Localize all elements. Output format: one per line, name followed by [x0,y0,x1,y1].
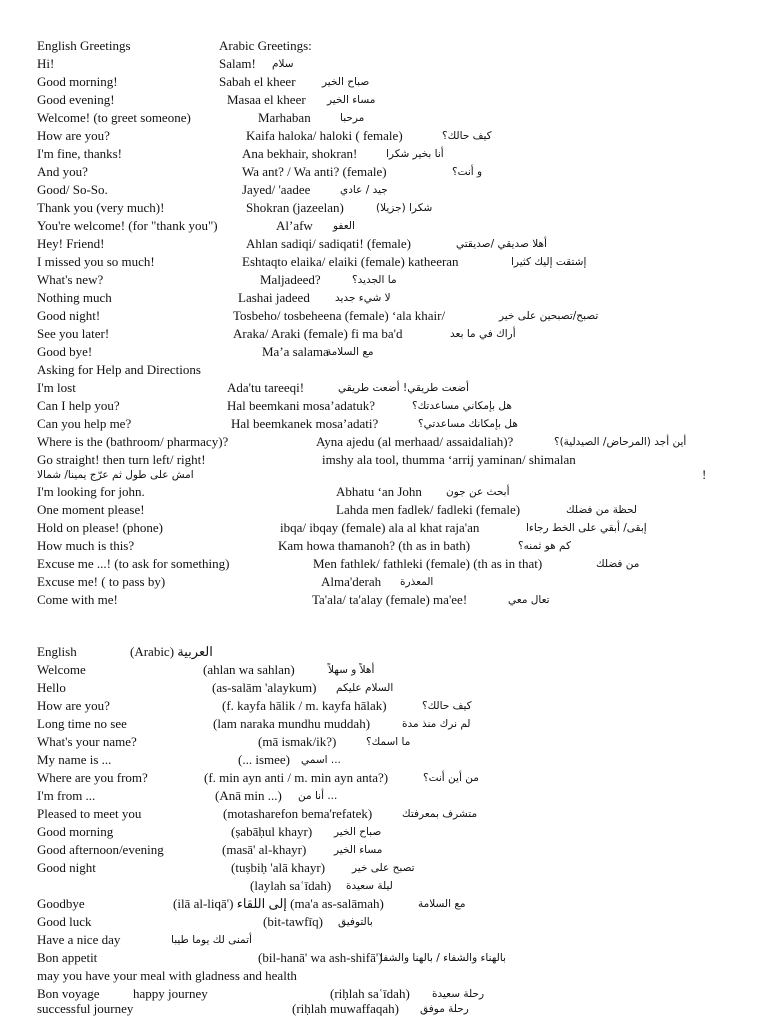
arabic-text: هل بإمكانك مساعدتي؟ [418,418,518,430]
english-text: Long time no see [37,716,127,731]
translit-text: (ahlan wa sahlan) [203,662,295,677]
arabic-text: من أين أنت؟ [423,772,479,784]
arabic-text: المعذرة [400,576,434,588]
english-text: One moment please! [37,502,145,517]
english-text: Where is the (bathroom/ pharmacy)? [37,434,229,449]
arabic-text: لحظة من فضلك [566,504,637,516]
translit-text: (Anā min ...) [215,788,282,803]
phrase-row [0,199,768,217]
english-text: Hold on please! (phone) [37,520,163,535]
translit-text: (f. min ayn anti / m. min ayn anta?) [204,770,389,785]
arabic-text: إشتقت إليك كثيرا [511,256,587,268]
arabic-text: أضعت طريقي! أضعت طريقي [338,382,469,394]
phrase-row [0,967,768,985]
arabic-text: متشرف بمعرفتك [402,808,478,820]
phrase-row [0,253,768,271]
translit-text: Abhatu ‘an John [336,484,422,499]
phrase-row [0,787,768,805]
translit-text: (laylah saʿīdah) [250,878,332,893]
english-text: Excuse me ...! (to ask for something) [37,556,230,571]
phrase-row [0,949,768,967]
phrase-row [0,769,768,787]
phrase-row [0,181,768,199]
english-text: Come with me! [37,592,118,607]
translit-text: Araka/ Araki (female) fi ma ba'd [233,326,403,341]
phrase-row [0,519,768,537]
english-text: Good morning [37,824,114,839]
phrase-row [0,573,768,591]
translit-text: Salam! [219,56,256,71]
phrase-row [0,913,768,931]
arabic-text: رحلة سعيدة [432,988,485,1000]
translit-text: Maljadeed? [260,272,321,287]
arabic-text: إبقى/ أبقي على الخط رجاءا [526,522,647,534]
english-text: Hey! Friend! [37,236,105,251]
english-text: Bon voyage [37,986,100,1001]
arabic-text: أين أجد (المرحاض/ الصيدلية)؟ [554,436,687,448]
phrase-row [0,163,768,181]
translit-text: (ṣabāḥul khayr) [231,824,313,839]
translit-text: (motasharefon bema'refatek) [223,806,373,821]
english-text: Excuse me! ( to pass by) [37,574,166,589]
phrase-row [0,555,768,573]
arabic-text: كيف حالك؟ [422,700,472,712]
english-text: How are you? [37,128,110,143]
translit-text: Ta'ala/ ta'alay (female) ma'ee! [312,592,468,607]
translit-text: Jayed/ 'aadee [242,182,311,197]
arabic-text: أهلا صديقي /صديقتي [456,238,547,250]
translit-text: Shokran (jazeelan) [246,200,344,215]
phrase-row [0,127,768,145]
arabic-text: من فضلك [596,558,640,570]
translit-text-2: (riḥlah saʿīdah) [330,986,410,1001]
translit-text: Hal beemkani mosa’adatuk? [227,398,375,413]
english-text: Bon appetit [37,950,98,965]
english-text: Welcome! (to greet someone) [37,110,191,125]
translit-text: happy journey [133,986,208,1001]
phrase-row [0,715,768,733]
arabic-text: كم هو ثمنه؟ [518,540,571,552]
header-arabic: Arabic Greetings: [219,38,312,53]
arabic-text: تصبح/تصبحين على خير [499,310,599,322]
phrase-row [0,91,768,109]
phrase-row [0,805,768,823]
english-text: Pleased to meet you [37,806,142,821]
arabic-text: أراك في ما بعد [450,328,516,340]
english-text: How much is this? [37,538,135,553]
phrase-row [0,145,768,163]
phrase-row [0,109,768,127]
header-arabic: (Arabic) العربية [130,644,213,659]
translit-text: (as-salām 'alaykum) [212,680,317,695]
translit-text: Tosbeho/ tosbeheena (female) ‘ala khair/ [233,308,446,323]
phrase-row [0,895,768,913]
section2-header [0,643,768,661]
translit-text: (bil-hanā' wa ash-shifā') [258,950,383,965]
english-text: Good night! [37,308,101,323]
arabic-text: تعال معي [508,594,550,606]
arabic-text: لم نرك منذ مدة [402,718,471,730]
translit-text: (lam naraka mundhu muddah) [213,716,371,731]
arabic-text: العفو [333,220,355,232]
translit-text: Lahda men fadlek/ fadleki (female) [336,502,521,517]
translit-text: Masaa el kheer [227,92,306,107]
phrase-row [0,501,768,519]
phrase-row [0,55,768,73]
english-text: I'm from ... [37,788,96,803]
header-english: English Greetings [37,38,131,53]
phrase-row [0,823,768,841]
arabic-text: السلام عليكم [336,682,394,694]
translit-text: ibqa/ ibqay (female) ala al khat raja'an [280,520,480,535]
arabic-text: جيد / عادي [340,184,388,196]
translit-text: Wa ant? / Wa anti? (female) [242,164,387,179]
arabic-text: أتمنى لك يوما طيبا [171,934,252,946]
arabic-text: رحلة موفق [420,1003,469,1015]
translit-text: imshy ala tool, thumma ‘arrij yaminan/ shimalan [322,452,576,467]
phrase-row [0,751,768,769]
english-text: I'm lost [37,380,76,395]
translit-text: (ilā al-liqā') إلى اللقاء (ma'a as-salāmah) [173,896,384,911]
phrase-row [0,733,768,751]
english-text: Welcome [37,662,86,677]
arabic-text: ليلة سعيدة [346,880,393,892]
english-text: Good afternoon/evening [37,842,164,857]
arabic-text: مع السلامة [326,346,374,358]
english-text: Where are you from? [37,770,148,785]
arabic-text: مرحبا [340,112,365,124]
english-text: Hello [37,680,66,695]
english-text: See you later! [37,326,110,341]
phrase-row [0,931,768,949]
arabic-text: امش على طول ثم عرّج يمينا/ شمالا [37,469,194,481]
phrase-row [0,877,768,895]
english-text: Go straight! then turn left/ right! [37,452,206,467]
phrase-row [0,415,768,433]
translit-text: Marhaban [258,110,311,125]
arabic-text: لا شيء جديد [335,292,391,304]
english-text: successful journey [37,1001,134,1016]
english-text: I'm fine, thanks! [37,146,123,161]
english-text: I missed you so much! [37,254,155,269]
phrase-row [0,697,768,715]
phrase-row [0,841,768,859]
arabic-text: مساء الخير [327,94,376,106]
translit-text: Al’afw [276,218,313,233]
phrase-row [0,73,768,91]
translit-text: Lashai jadeed [238,290,310,305]
phrase-row [0,271,768,289]
phrase-row [0,1000,768,1018]
phrase-row [0,343,768,361]
phrase-row [0,537,768,555]
english-text: What's new? [37,272,104,287]
translit-text: Hal beemkanek mosa’adati? [231,416,379,431]
translit-text: Ahlan sadiqi/ sadiqati! (female) [246,236,411,251]
english-text: Can I help you? [37,398,120,413]
english-text: And you? [37,164,88,179]
arabic-text: سلام [272,58,294,70]
arabic-text: بالهناء والشفاء / بالهنا والشفا [380,952,506,964]
phrase-row [0,433,768,451]
arabic-text: أنا بخير شكرا [386,148,444,160]
english-text: Goodbye [37,896,85,911]
english-text: How are you? [37,698,110,713]
english-text: My name is ... [37,752,112,767]
arabic-text: ما اسمك؟ [366,736,411,748]
translit-text: Kam howa thamanoh? (th as in bath) [278,538,471,553]
english-text: Good luck [37,914,92,929]
translit-text: (bit-tawfīq) [263,914,323,929]
english-text: Hi! [37,56,55,71]
english-text: You're welcome! (for "thank you") [37,218,218,233]
phrase-row [0,235,768,253]
translit-text: Ada'tu tareeqi! [227,380,305,395]
phrase-row [0,483,768,501]
translit-text: (tuṣbiḥ 'alā khayr) [231,860,326,875]
phrase-row [0,217,768,235]
line-mark: ! [702,467,707,482]
english-text: I'm looking for john. [37,484,145,499]
phrase-row [0,679,768,697]
arabic-text: أنا من ... [298,790,338,802]
phrase-row [0,289,768,307]
arabic-text: مع السلامة [418,898,466,910]
english-text: Good morning! [37,74,118,89]
translit-text: Kaifa haloka/ haloki ( female) [246,128,403,143]
phrase-row [0,397,768,415]
header-english: English [37,644,77,659]
english-text: Good bye! [37,344,93,359]
arabic-text: صباح الخير [322,76,370,88]
arabic-text: هل بإمكاني مساعدتك؟ [412,400,512,412]
arabic-text: كيف حالك؟ [442,130,492,142]
english-text: Thank you (very much)! [37,200,165,215]
phrase-row [0,591,768,609]
english-text: Nothing much [37,290,112,305]
phrase-row [0,325,768,343]
translit-text: (mā ismak/ik?) [258,734,337,749]
arabic-text: اسمي ... [301,754,341,766]
translit-text: (masā' al-khayr) [222,842,307,857]
translit-text: (... ismee) [238,752,290,767]
arabic-text: ما الجديد؟ [352,274,397,286]
english-text: Have a nice day [37,932,121,947]
translit-text: Eshtaqto elaika/ elaiki (female) katheeran [242,254,459,269]
section1-header [0,37,768,55]
english-text: Good evening! [37,92,115,107]
translit-text: Ayna ajedu (al merhaad/ assaidaliah)? [316,434,514,449]
arabic-text: صباح الخير [334,826,382,838]
translit-text: Ma’a salama [262,344,329,359]
english-text: Good/ So-So. [37,182,108,197]
section-subheading: Asking for Help and Directions [37,362,201,377]
arabic-text: مساء الخير [334,844,383,856]
english-text: Can you help me? [37,416,132,431]
translit-text: Sabah el kheer [219,74,296,89]
phrase-row [0,307,768,325]
english-text: What's your name? [37,734,137,749]
translit-text: Alma'derah [321,574,382,589]
phrase-row [0,661,768,679]
phrase-row [0,379,768,397]
translit-text: Ana bekhair, shokran! [242,146,358,161]
english-text: may you have your meal with gladness and health [37,968,297,983]
translit-text: Men fathlek/ fathleki (female) (th as in that) [313,556,543,571]
phrase-row [0,859,768,877]
arabic-text: أهلاً و سهلاً [328,664,375,676]
arabic-text: أبحث عن جون [446,486,510,498]
arabic-text: شكرا (جزيلا) [376,202,433,214]
arabic-text: تصبح على خير [352,862,415,874]
arabic-only-line [0,466,768,484]
arabic-text: بالتوفيق [338,916,373,928]
translit-text: (riḥlah muwaffaqah) [292,1001,399,1016]
english-text: Good night [37,860,96,875]
translit-text: (f. kayfa hālik / m. kayfa hālak) [222,698,387,713]
arabic-text: و أنت؟ [452,166,483,178]
